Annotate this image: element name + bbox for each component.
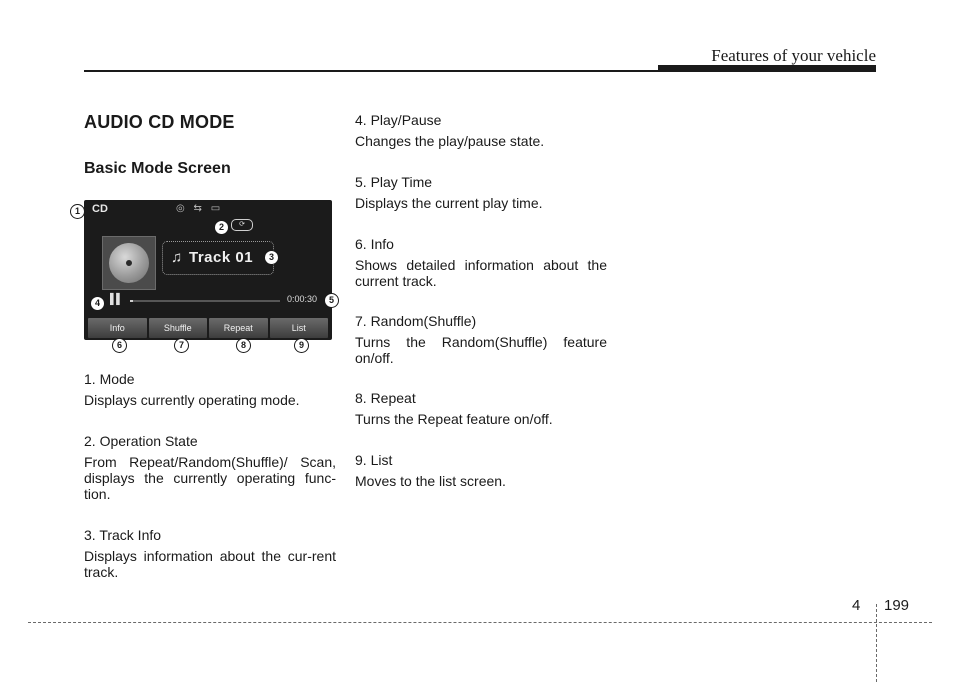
item-title: 9. List: [355, 452, 393, 468]
item-random-shuffle: [355, 313, 607, 366]
pause-icon[interactable]: ▌▌: [110, 294, 123, 305]
item-repeat: [355, 390, 607, 427]
item-mode: [84, 371, 336, 408]
item-desc: Turns the Repeat feature on/off.: [355, 411, 553, 427]
item-desc: Changes the play/pause state.: [355, 133, 545, 149]
cd-screen: [84, 200, 332, 340]
item-title: 1. Mode: [84, 371, 135, 387]
footer-divider: [876, 604, 877, 682]
item-title: 8. Repeat: [355, 390, 416, 406]
item-title: 7. Random(Shuffle): [355, 313, 477, 329]
item-title: 4. Play/Pause: [355, 112, 442, 128]
item-play-time: [355, 174, 607, 211]
item-desc: From Repeat/Random(Shuffle)/ Scan, displays the currently operating func-tion.: [84, 454, 336, 502]
footer-rule: [28, 622, 932, 623]
item-title: 5. Play Time: [355, 174, 433, 190]
status-icons: [176, 203, 223, 214]
item-title: 3. Track Info: [84, 527, 162, 543]
callout-5: 5: [324, 293, 339, 308]
progress-bar[interactable]: [130, 300, 280, 302]
tab-bar: [88, 318, 328, 338]
callout-3: 3: [264, 250, 279, 265]
album-art: [102, 236, 156, 290]
header-title: Features of your vehicle: [711, 46, 876, 65]
progress-fill: [130, 300, 133, 302]
mode-label: CD: [92, 203, 108, 215]
music-note-icon: ♫: [171, 249, 183, 266]
item-title: 6. Info: [355, 236, 394, 252]
page-number: 199: [884, 597, 910, 614]
callout-7: 7: [174, 338, 189, 353]
section-title: AUDIO CD MODE: [84, 112, 235, 132]
item-operation-state: [84, 433, 336, 502]
item-play-pause: [355, 112, 607, 149]
shuffle-button[interactable]: Shuffle: [149, 318, 208, 338]
callout-1: 1: [70, 204, 85, 219]
callout-6: 6: [112, 338, 127, 353]
ipod-icon: ▭: [210, 203, 224, 214]
callout-4: 4: [90, 296, 105, 311]
disc-icon: ◎: [176, 203, 188, 214]
cd-screen-figure: [70, 196, 350, 356]
callout-2: 2: [214, 220, 229, 235]
item-desc: Displays currently operating mode.: [84, 392, 300, 408]
play-time: 0:00:30: [287, 294, 318, 304]
callout-9: 9: [294, 338, 309, 353]
track-info: [162, 241, 274, 275]
item-desc: Moves to the list screen.: [355, 473, 506, 489]
info-button[interactable]: Info: [88, 318, 147, 338]
repeat-button[interactable]: Repeat: [209, 318, 268, 338]
list-button[interactable]: List: [270, 318, 329, 338]
item-desc: Turns the Random(Shuffle) feature on/off.: [355, 334, 607, 366]
disc-icon: [109, 243, 149, 283]
chapter-number: 4: [852, 597, 861, 614]
item-list: [355, 452, 607, 489]
track-name: Track 01: [189, 249, 254, 266]
item-desc: Displays information about the cur-rent track.: [84, 548, 336, 580]
repeat-icon: ⟳: [231, 219, 253, 231]
callout-8: 8: [236, 338, 251, 353]
item-track-info: [84, 527, 336, 580]
item-info: [355, 236, 607, 289]
item-desc: Displays the current play time.: [355, 195, 543, 211]
item-title: 2. Operation State: [84, 433, 198, 449]
usb-icon: ⇆: [193, 203, 205, 214]
header-rule-accent: [658, 65, 876, 72]
item-desc: Shows detailed information about the current track.: [355, 257, 607, 289]
section-subtitle: Basic Mode Screen: [84, 160, 231, 177]
header-rule: [84, 70, 660, 72]
